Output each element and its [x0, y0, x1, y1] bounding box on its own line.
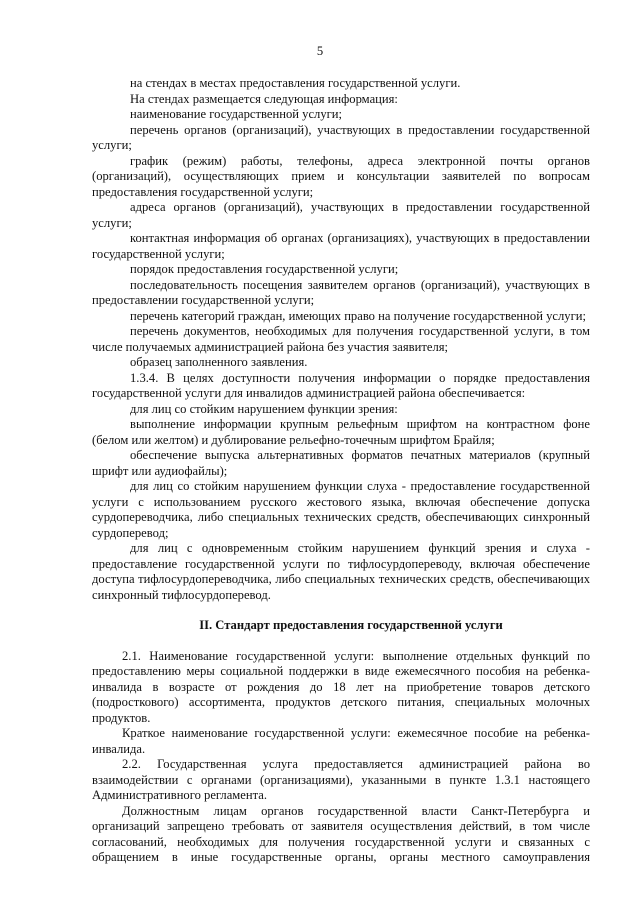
paragraph: 2.1. Наименование государственной услуги: выполнение отдельных функций по предоставлению меры социальной поддержки в виде ежемесячного пособия на ребенка-инвалида в возрасте от рождения до 18 лет на приобретение товаров детского (подросткового) ассортимента, продуктов детского питания, специальных молочных продуктов. [92, 648, 590, 725]
paragraph: 1.3.4. В целях доступности получения информации о порядке предоставления государственной услуги для инвалидов администрацией района обеспечивается: [92, 370, 590, 400]
paragraph: Должностным лицам органов государственной власти Санкт-Петербурга и организаций запрещено требовать от заявителя осуществления действий, в том числе согласований, необходимых для получения государственной услуги и связанных с обращением в иные государственные органы, органы местного самоуправления [92, 803, 590, 864]
paragraph: порядок предоставления государственной услуги; [130, 262, 399, 276]
paragraph: обеспечение выпуска альтернативных форматов печатных материалов (крупный шрифт или аудиофайлы); [92, 448, 590, 478]
paragraph: наименование государственной услуги; [130, 107, 343, 121]
spacer [92, 603, 590, 618]
spacer [92, 634, 590, 649]
paragraph: для лиц с одновременным стойким нарушением функций зрения и слуха - предоставление государственной услуги по тифлосурдопереводу, включая обеспечение доступа тифлосурдопереводчика, либо специальных технических средств, обеспечивающих синхронный тифлосурдоперевод. [92, 541, 590, 602]
paragraph: образец заполненного заявления. [130, 355, 308, 369]
paragraph: Краткое наименование государственной услуги: ежемесячное пособие на ребенка-инвалида. [92, 726, 590, 756]
section-heading: II. Стандарт предоставления государственной услуги [199, 618, 503, 632]
document-body [92, 76, 590, 866]
paragraph: адреса органов (организаций), участвующих в предоставлении государственной услуги; [92, 200, 590, 230]
paragraph: для лиц со стойким нарушением функции слуха - предоставление государственной услуги с использованием русского жестового языка, включая обеспечение допуска сурдопереводчика, либо специальных технических средств, обеспечивающих синхронный сурдоперевод; [92, 479, 590, 540]
paragraph: 2.2. Государственная услуга предоставляется администрацией района во взаимодействии с органами (организациями), указанными в пункте 1.3.1 настоящего Административного регламента. [92, 757, 590, 802]
paragraph: выполнение информации крупным рельефным шрифтом на контрастном фоне (белом или желтом) и дублирование рельефно-точечным шрифтом Брайля; [92, 417, 590, 447]
paragraph: для лиц со стойким нарушением функции зрения: [130, 401, 398, 416]
paragraph: перечень документов, необходимых для получения государственной услуги, в том числе получаемых администрацией района без участия заявителя; [92, 324, 590, 354]
page-number: 5 [316, 44, 324, 58]
paragraph: контактная информация об органах (организациях), участвующих в предоставлении государственной услуги; [92, 231, 590, 261]
paragraph: перечень категорий граждан, имеющих право на получение государственной услуги; [130, 308, 586, 323]
paragraph: график (режим) работы, телефоны, адреса электронной почты органов (организаций), осуществляющих прием и консультации заявителей по вопросам предоставления государственной услуги; [92, 153, 590, 199]
paragraph: На стендах размещается следующая информация: [130, 91, 398, 106]
paragraph: на стендах в местах предоставления государственной услуги. [130, 76, 461, 90]
paragraph: последовательность посещения заявителем органов (организаций), участвующих в предоставлении государственной услуги; [92, 277, 590, 307]
paragraph: перечень органов (организаций), участвующих в предоставлении государственной услуги; [92, 122, 590, 152]
